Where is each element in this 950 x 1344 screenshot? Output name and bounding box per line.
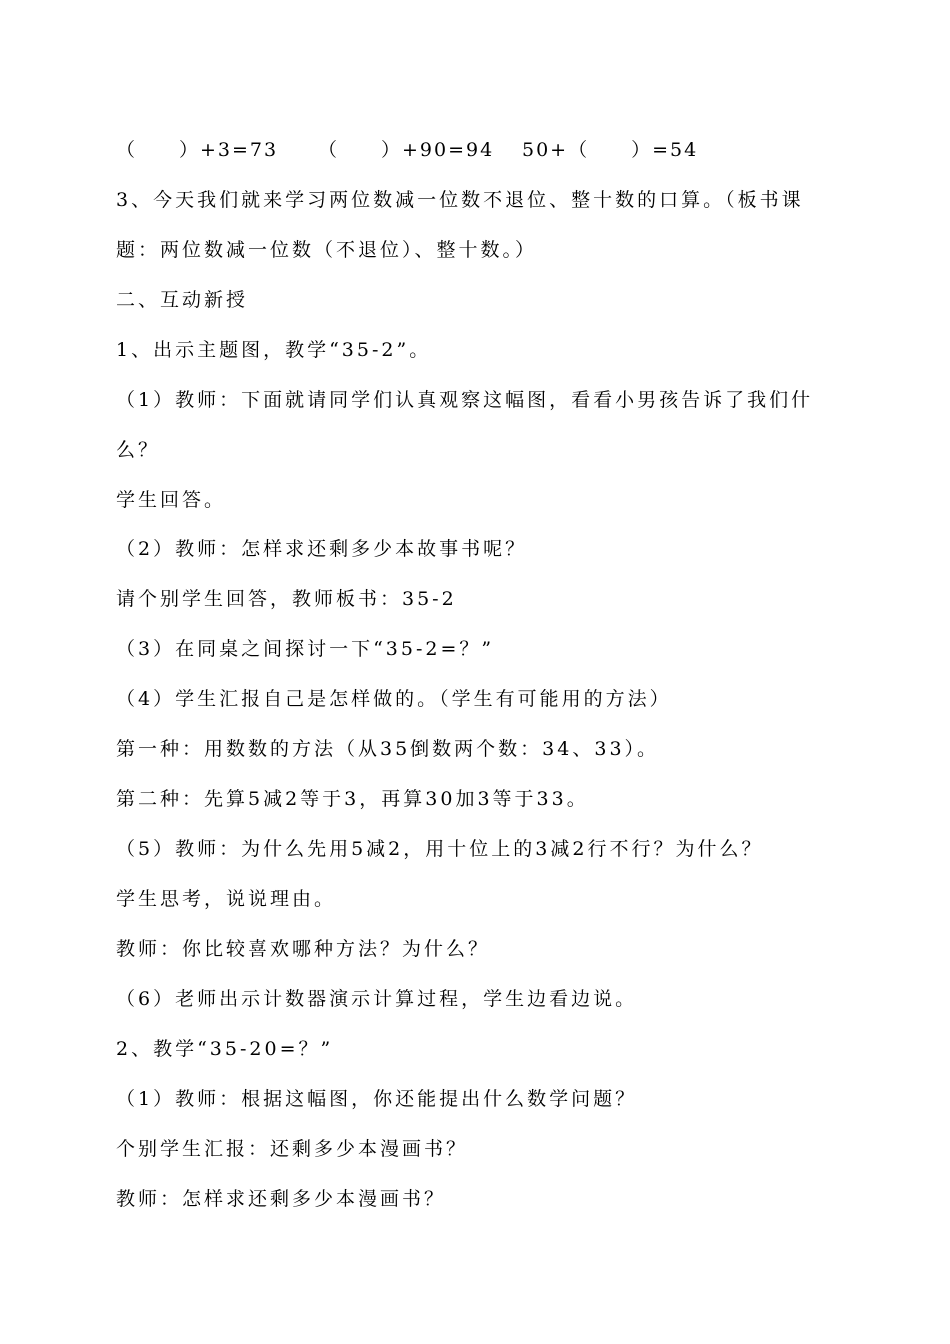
exercise-2: （ ）+90=94 [318,139,495,161]
paragraph-line: 请个别学生回答，教师板书：35-2 [116,588,457,610]
paragraph-line: （1）教师：下面就请同学们认真观察这幅图，看看小男孩告诉了我们什 [116,389,814,411]
paragraph-line: （2）教师：怎样求还剩多少本故事书呢？ [116,538,528,560]
paragraph-line: 第一种：用数数的方法（从35倒数两个数：34、33）。 [116,738,660,760]
paragraph-line: （3）在同桌之间探讨一下“35-2=？” [116,638,495,660]
paragraph-line: 教师：怎样求还剩多少本漫画书？ [116,1188,447,1210]
paragraph-line: 么？ [116,439,161,461]
paragraph-line: 教师：你比较喜欢哪种方法？为什么？ [116,938,491,960]
paragraph-line: （4）学生汇报自己是怎样做的。（学生有可能用的方法） [116,688,672,710]
paragraph-line: 3、今天我们就来学习两位数减一位数不退位、整十数的口算。（板书课 [116,189,804,211]
paragraph-line: 2、教学“35-20=？” [116,1038,334,1060]
paragraph-line: 题：两位数减一位数（不退位）、整十数。） [116,239,538,261]
paragraph-line: 个别学生汇报：还剩多少本漫画书？ [116,1138,469,1160]
paragraph-line: （5）教师：为什么先用5减2，用十位上的3减2行不行？为什么？ [116,838,764,860]
exercise-3: 50+（ ）=54 [522,139,699,161]
paragraph-line: 学生回答。 [116,489,227,511]
exercise-1: （ ）+3=73 [116,139,279,161]
paragraph-line: 1、出示主题图，教学“35-2”。 [116,339,432,361]
paragraph-line: （6）老师出示计数器演示计算过程，学生边看边说。 [116,988,638,1010]
paragraph-line: （1）教师：根据这幅图，你还能提出什么数学问题？ [116,1088,638,1110]
paragraph-line: 第二种：先算5减2等于3，再算30加3等于33。 [116,788,589,810]
section-heading: 二、互动新授 [116,289,249,311]
paragraph-line: 学生思考，说说理由。 [116,888,337,910]
